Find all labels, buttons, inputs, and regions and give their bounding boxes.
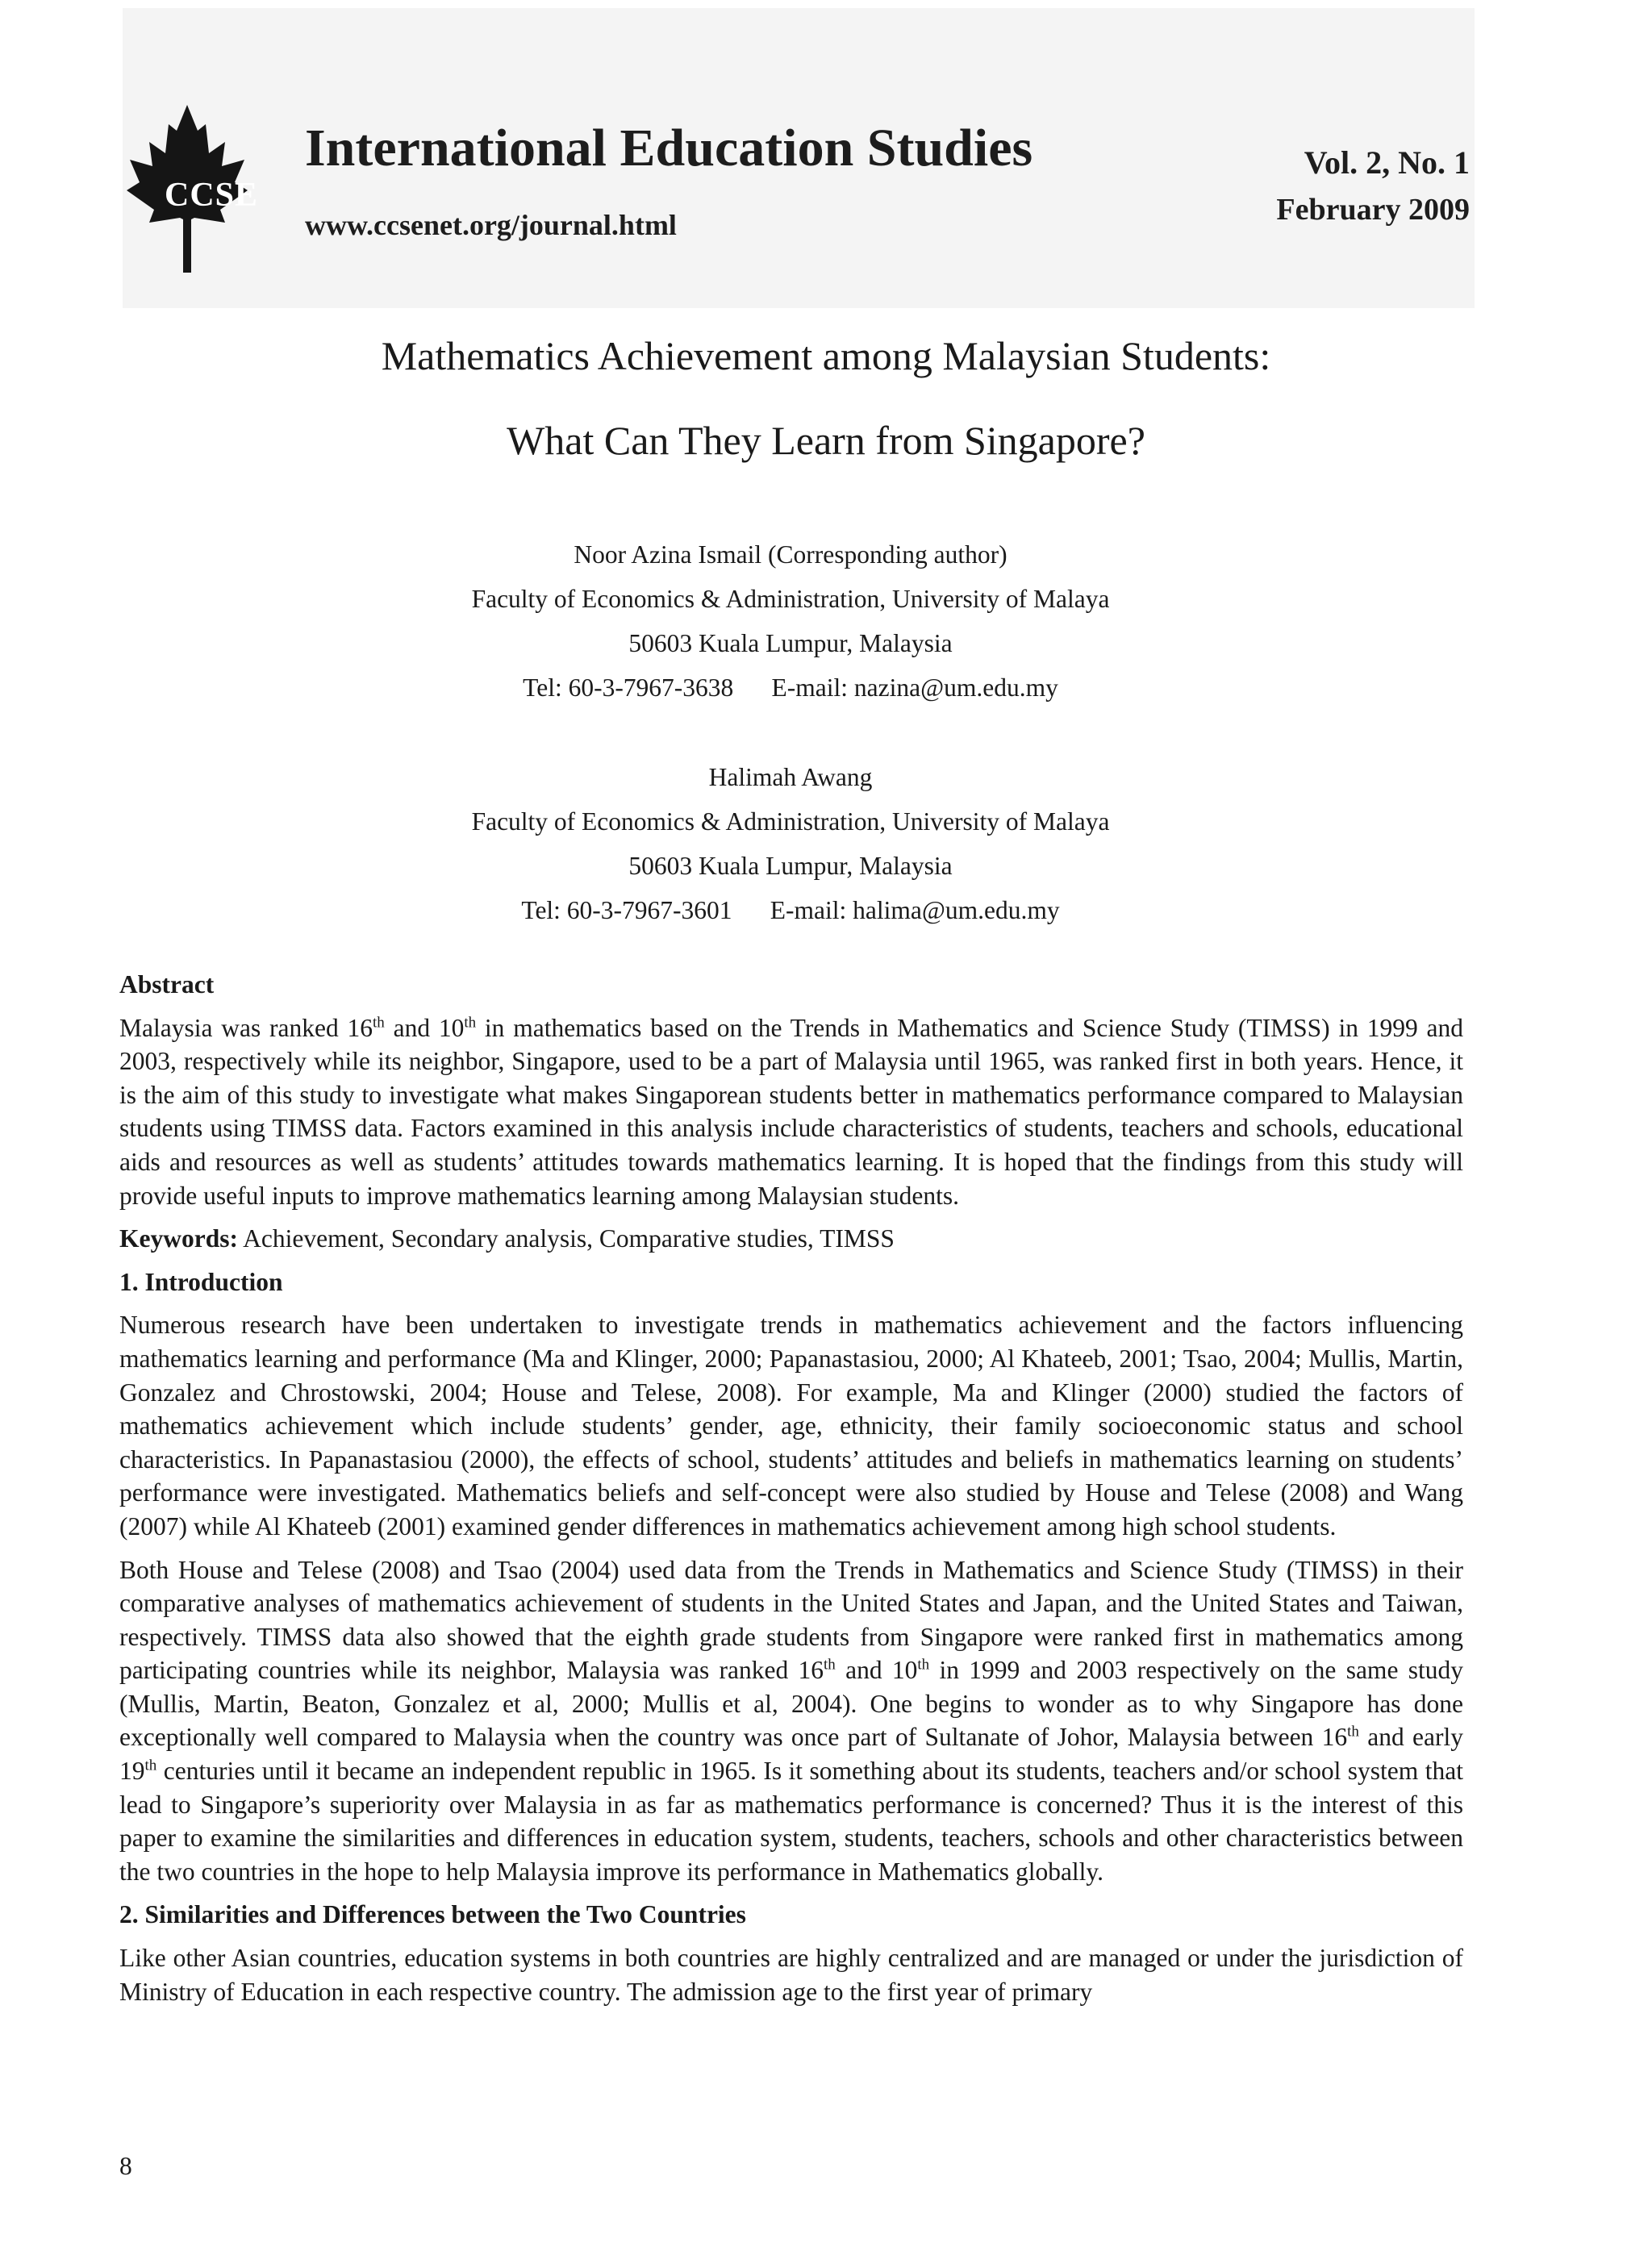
- paper-title-line-1: Mathematics Achievement among Malaysian Students:: [381, 333, 1271, 378]
- author-1-address: 50603 Kuala Lumpur, Malaysia: [628, 629, 953, 657]
- journal-url[interactable]: www.ccsenet.org/journal.html: [305, 209, 677, 241]
- keywords: Keywords: Achievement, Secondary analysis, Comparative studies, TIMSS: [119, 1224, 895, 1253]
- author-2-contact: Tel: 60-3-7967-3601 E-mail: halima@um.edu.my: [521, 896, 1060, 924]
- abstract-heading: Abstract: [119, 970, 215, 999]
- keywords-label: Keywords:: [119, 1224, 238, 1253]
- volume-issue: Vol. 2, No. 1: [1304, 144, 1470, 181]
- author-2-address: 50603 Kuala Lumpur, Malaysia: [628, 852, 953, 880]
- abstract-paragraph: Malaysia was ranked 16th and 10th in mathematics based on the Trends in Mathematics and Science Study (TIMSS) in 1999 and 2003, respectively while its neighbor, Singapore, used to be a part of Malaysia until 1965, was ranked first in both years. Hence, it is the aim of this study to investigate what makes Singaporean students better in mathematics performance compared to Malaysian students using TIMSS data. Factors examined in this analysis include characteristics of students, teachers and schools, educational aids and resources as well as students’ attitudes towards mathematics learning. It is hoped that the findings from this study will provide useful inputs to improve mathematics learning among Malaysian students.: [119, 1013, 1463, 1210]
- section-2-heading: 2. Similarities and Differences between the Two Countries: [119, 1900, 746, 1929]
- author-1-name: Noor Azina Ismail (Corresponding author): [574, 540, 1007, 569]
- logo-text: CCSE: [165, 177, 259, 214]
- journal-title: International Education Studies: [305, 119, 1033, 177]
- paper-title-line-2: What Can They Learn from Singapore?: [507, 418, 1145, 463]
- article-body: [119, 968, 1463, 2008]
- page-number: 8: [119, 2152, 132, 2180]
- introduction-paragraph-2: Both House and Telese (2008) and Tsao (2004) used data from the Trends in Mathematics and Science Study (TIMSS) in their comparative analyses of mathematics achievement of students in the United States and Japan, and the United States and Taiwan, respectively. TIMSS data also showed that the eighth grade students from Singapore were ranked first in mathematics among participating countries while its neighbor, Malaysia was ranked 16th and 10th in 1999 and 2003 respectively on the same study (Mullis, Martin, Beaton, Gonzalez et al, 2000; Mullis et al, 2004). One begins to wonder as to why Singapore has done exceptionally well compared to Malaysia when the country was once part of Sultanate of Johor, Malaysia between 16th and early 19th centuries until it became an independent republic in 1965. Is it something about its students, teachers and/or school system that lead to Singapore’s superiority over Malaysia in as far as mathematics performance is concerned? Thus it is the interest of this paper to examine the similarities and differences in education system, students, teachers, schools and other characteristics between the two countries in the hope to help Malaysia improve its performance in Mathematics globally.: [119, 1555, 1464, 1886]
- section-1-heading: 1. Introduction: [119, 1267, 283, 1296]
- issue-date: February 2009: [1276, 193, 1470, 227]
- author-2-affiliation: Faculty of Economics & Administration, University of Malaya: [471, 807, 1110, 836]
- introduction-paragraph-1: Numerous research have been undertaken to investigate trends in mathematics achievement and the factors influencing mathematics learning and performance (Ma and Klinger, 2000; Papanastasiou, 2000; Al Khateeb, 2001; Tsao, 2004; Mullis, Martin, Gonzalez and Chrostowski, 2004; House and Telese, 2008). For example, Ma and Klinger (2000) studied the factors of mathematics achievement which include students’ gender, age, ethnicity, their family socioeconomic status and school characteristics. In Papanastasiou (2000), the effects of school, students’ attitudes and beliefs in mathematics learning on students’ performance were investigated. Mathematics beliefs and self-concept were also studied by House and Telese (2008) and Wang (2007) while Al Khateeb (2001) examined gender differences in mathematics achievement among high school students.: [119, 1311, 1463, 1540]
- author-1-affiliation: Faculty of Economics & Administration, University of Malaya: [471, 585, 1110, 613]
- section-2-paragraph-1: Like other Asian countries, education systems in both countries are highly centralized and are managed or under the jurisdiction of Ministry of Education in each respective country. The admission age to the first year of primary: [119, 1944, 1463, 2006]
- author-2-name: Halimah Awang: [708, 763, 873, 791]
- author-1-contact: Tel: 60-3-7967-3638 E-mail: nazina@um.edu.my: [523, 673, 1058, 702]
